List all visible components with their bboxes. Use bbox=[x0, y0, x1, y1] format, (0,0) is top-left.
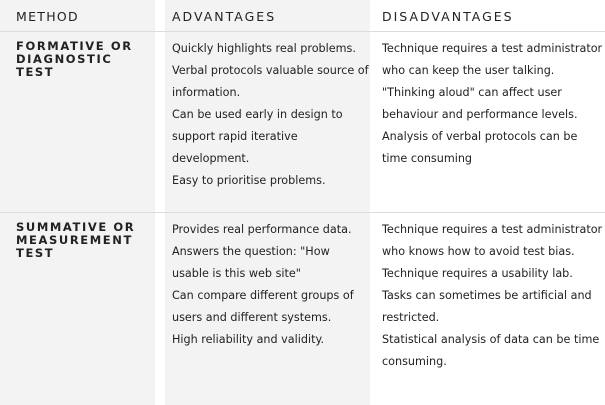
list-item: Can be used early in design to support rapid iterative development. bbox=[172, 108, 343, 165]
list-item: Technique requires a usability lab. bbox=[382, 267, 573, 280]
list-item: Tasks can sometimes be artificial and restricted. bbox=[382, 289, 592, 324]
list-item: Can compare different groups of users and different systems. bbox=[172, 289, 354, 324]
list-item: High reliability and validity. bbox=[172, 333, 325, 346]
disadvantages-list bbox=[382, 219, 603, 373]
table-row bbox=[0, 213, 605, 405]
advantages-list bbox=[172, 219, 370, 351]
header-advantages: ADVANTAGES bbox=[172, 9, 277, 24]
list-item: Analysis of verbal protocols can be time consuming bbox=[382, 130, 578, 165]
list-item: Statistical analysis of data can be time consuming. bbox=[382, 333, 600, 368]
disadvantages-list bbox=[382, 38, 603, 170]
header-disadvantages: DISADVANTAGES bbox=[382, 9, 514, 24]
method-name-line: TEST bbox=[16, 65, 55, 79]
method-name-line: SUMMATIVE OR bbox=[16, 220, 136, 234]
list-item: Technique requires a test administrator who knows how to avoid test bias. bbox=[382, 223, 603, 258]
list-item: "Thinking aloud" can affect user behaviour and performance levels. bbox=[382, 86, 578, 121]
list-item: Quickly highlights real problems. bbox=[172, 42, 356, 55]
method-name-line: TEST bbox=[16, 246, 55, 260]
method-name-line: MEASUREMENT bbox=[16, 233, 133, 247]
method-name-line: DIAGNOSTIC bbox=[16, 52, 113, 66]
header-method: METHOD bbox=[16, 9, 79, 24]
table-header-row bbox=[0, 0, 605, 32]
list-item: Technique requires a test administrator who can keep the user talking. bbox=[382, 42, 603, 77]
list-item: Verbal protocols valuable source of information. bbox=[172, 64, 369, 99]
method-name-line: FORMATIVE OR bbox=[16, 39, 133, 53]
method-name bbox=[16, 40, 156, 79]
list-item: Easy to prioritise problems. bbox=[172, 174, 326, 187]
list-item: Answers the question: "How usable is this web site" bbox=[172, 245, 330, 280]
advantages-list bbox=[172, 38, 370, 192]
list-item: Provides real performance data. bbox=[172, 223, 352, 236]
method-name bbox=[16, 221, 156, 260]
table-row bbox=[0, 32, 605, 213]
